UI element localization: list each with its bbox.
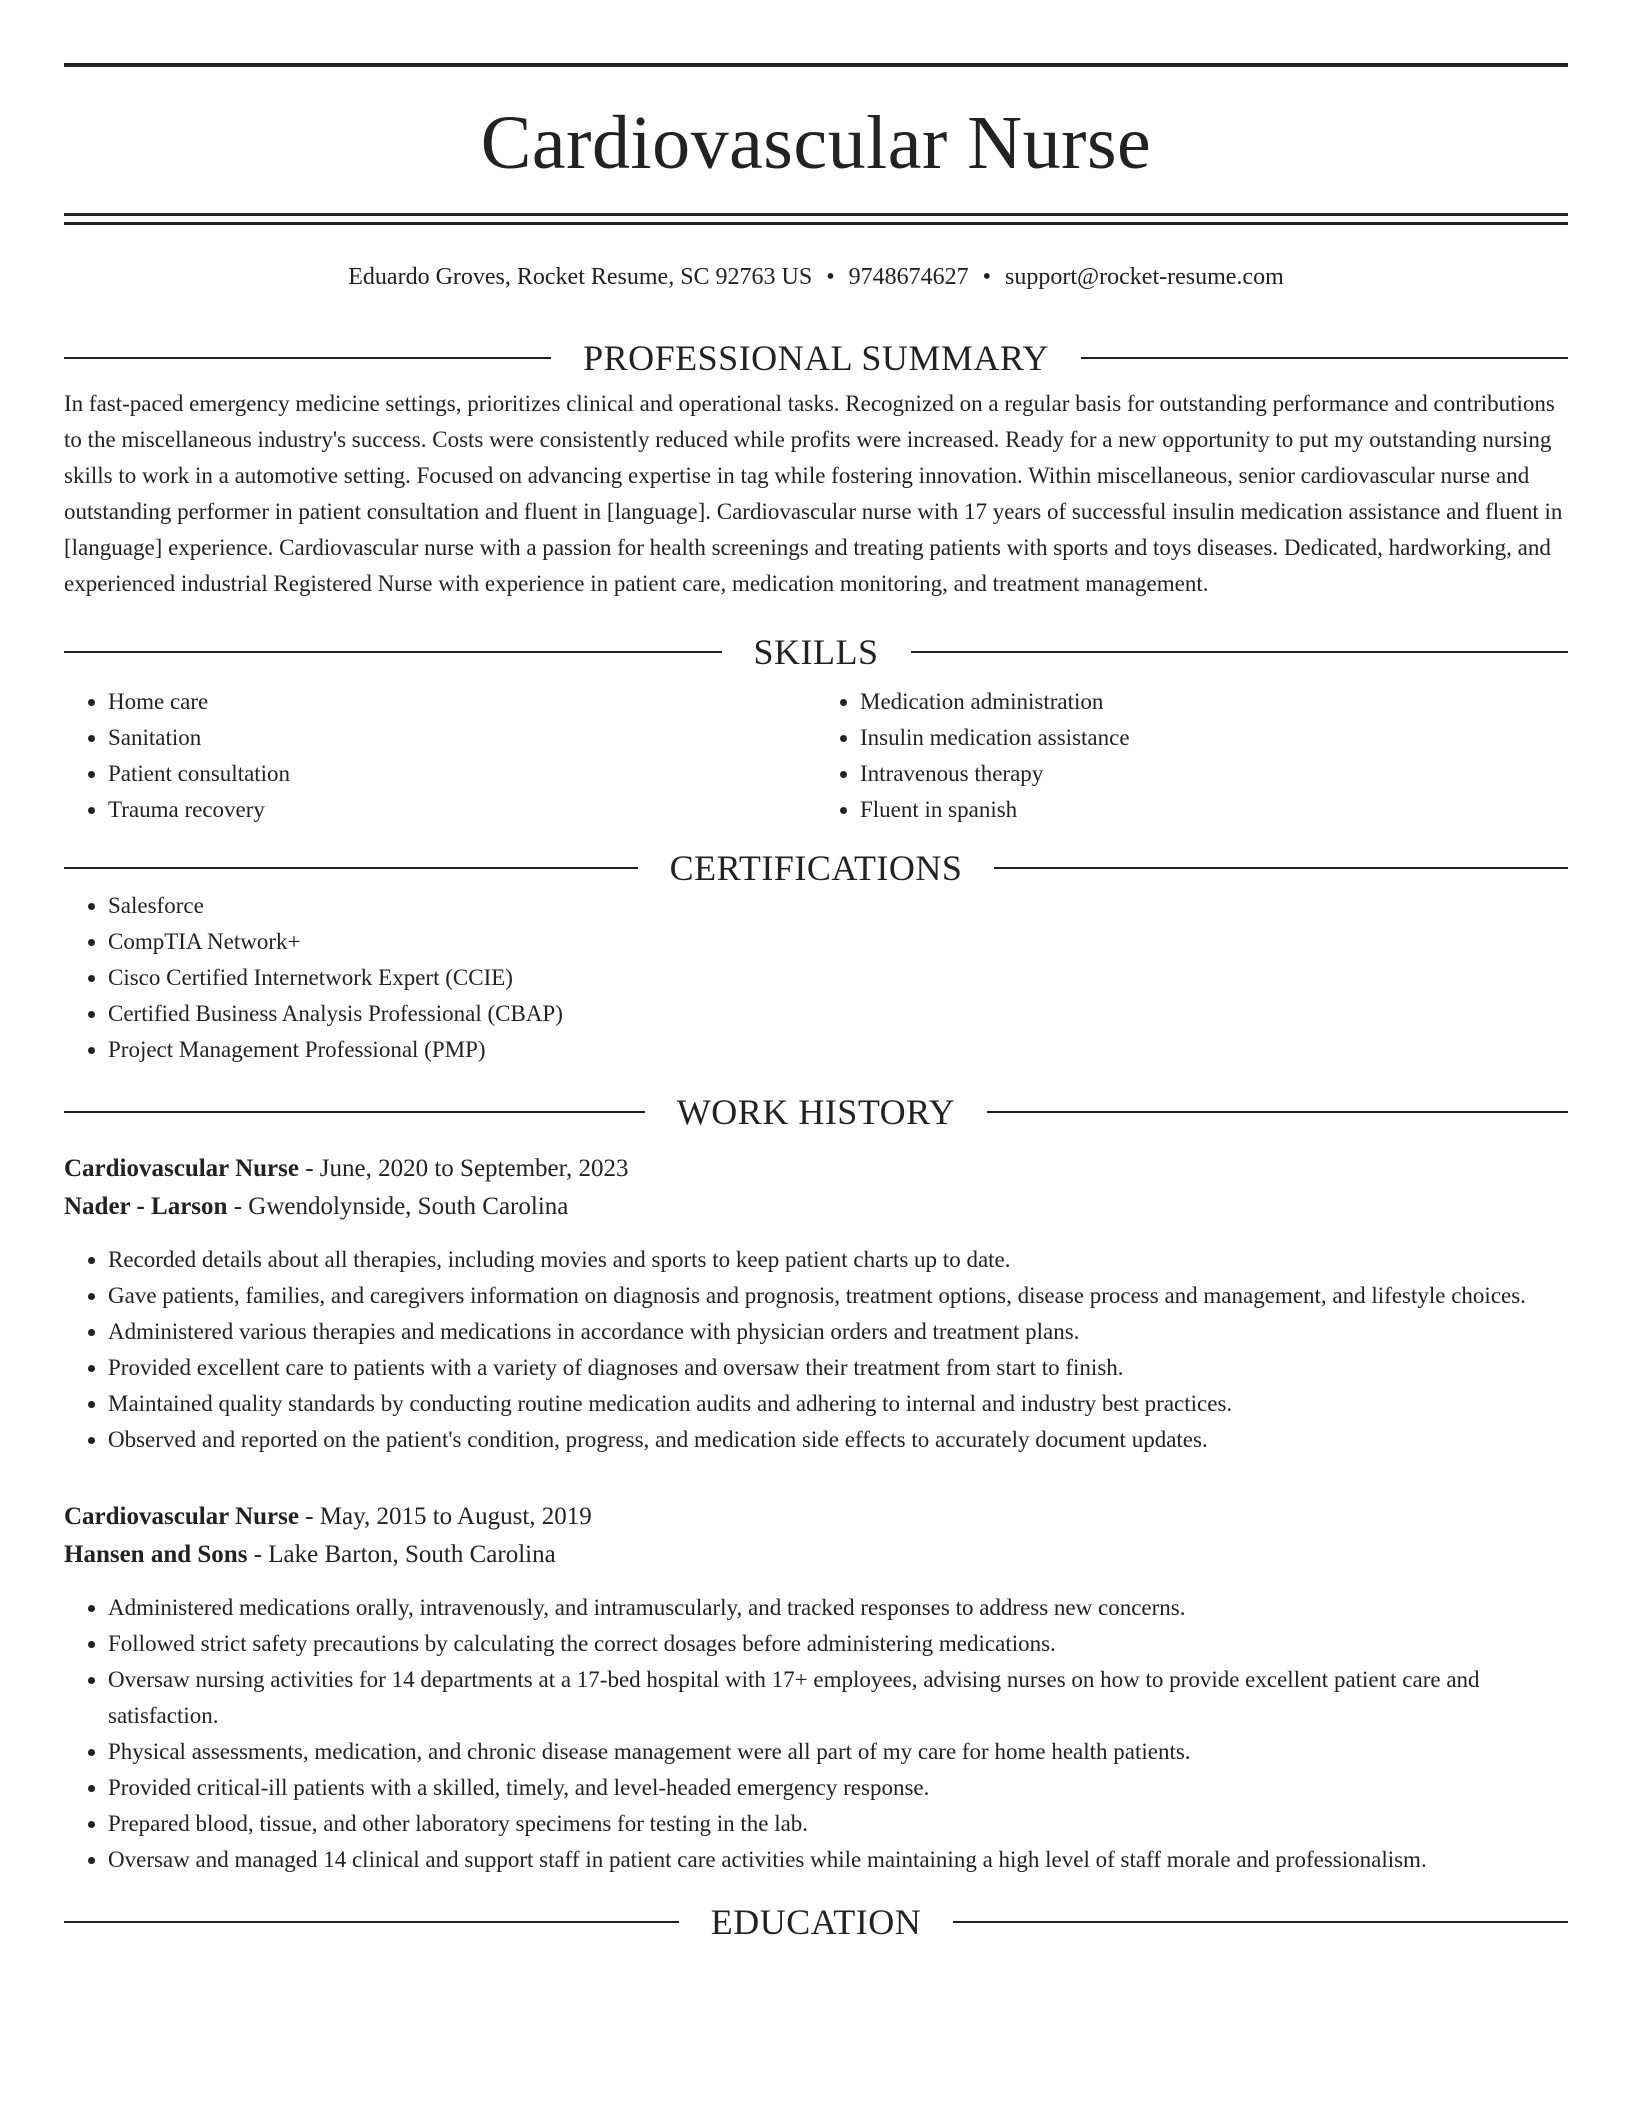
- job-bullets: [64, 1242, 1568, 1458]
- divider-line: [994, 867, 1568, 869]
- job-role: Cardiovascular Nurse: [64, 1503, 299, 1530]
- skill-item: • Patient consultation: [108, 756, 816, 792]
- job-bullet: • Administered medications orally, intravenously, and intramuscularly, and tracked responses to address new concerns.: [108, 1590, 1568, 1626]
- job-company: Hansen and Sons: [64, 1541, 248, 1568]
- job-company: Nader - Larson: [64, 1193, 228, 1220]
- job-bullets: [64, 1590, 1568, 1878]
- contact-address: Eduardo Groves, Rocket Resume, SC 92763 US: [348, 264, 813, 290]
- skill-item: • Medication administration: [860, 684, 1568, 720]
- skill-item: • Sanitation: [108, 720, 816, 756]
- job-company-line: [64, 1536, 1568, 1574]
- resume-title: Cardiovascular Nurse: [480, 101, 1152, 185]
- job-bullet: • Physical assessments, medication, and chronic disease management were all part of my care for home health patients.: [108, 1734, 1568, 1770]
- job-dates: - May, 2015 to August, 2019: [298, 1503, 592, 1530]
- divider-line: [64, 1921, 679, 1923]
- job-bullet: • Administered various therapies and medications in accordance with physician orders and treatment plans.: [108, 1314, 1568, 1350]
- job-dates: - June, 2020 to September, 2023: [298, 1155, 629, 1182]
- top-rule: [64, 63, 1568, 67]
- section-header-work: [64, 1092, 1568, 1132]
- divider-line: [911, 651, 1569, 653]
- divider-line: [953, 1921, 1568, 1923]
- skills-list-right: [816, 684, 1568, 828]
- section-header-skills: [64, 632, 1568, 672]
- contact-line: [64, 260, 1568, 294]
- divider-line: [1081, 357, 1568, 359]
- section-title: PROFESSIONAL SUMMARY: [583, 338, 1049, 378]
- job-bullet: • Oversaw nursing activities for 14 departments at a 17-bed hospital with 17+ employees, advising nurses on how to provide excellent patient care and satisfaction.: [108, 1662, 1568, 1734]
- section-header-certifications: [64, 848, 1568, 888]
- divider-line: [64, 651, 722, 653]
- contact-phone: 9748674627: [848, 264, 969, 290]
- certification-item: • Salesforce: [108, 888, 1568, 924]
- section-title: WORK HISTORY: [676, 1092, 956, 1132]
- job-bullet: • Provided critical-ill patients with a skilled, timely, and level-headed emergency response.: [108, 1770, 1568, 1806]
- contact-email: support@rocket-resume.com: [1005, 264, 1284, 290]
- skill-item: • Fluent in spanish: [860, 792, 1568, 828]
- job-role-line: [64, 1150, 1568, 1188]
- job-entry: [64, 1150, 1568, 1458]
- job-bullet: • Prepared blood, tissue, and other laboratory specimens for testing in the lab.: [108, 1806, 1568, 1842]
- job-bullet: • Provided excellent care to patients with a variety of diagnoses and oversaw their treatment from start to finish.: [108, 1350, 1568, 1386]
- title-double-rule: [64, 213, 1568, 225]
- certification-item: • CompTIA Network+: [108, 924, 1568, 960]
- skill-item: • Insulin medication assistance: [860, 720, 1568, 756]
- job-bullet: • Gave patients, families, and caregivers information on diagnosis and prognosis, treatment options, disease process and management, and lifestyle choices.: [108, 1278, 1568, 1314]
- section-title: CERTIFICATIONS: [669, 848, 963, 888]
- skill-item: • Home care: [108, 684, 816, 720]
- section-header-summary: [64, 338, 1568, 378]
- job-location: - Gwendolynside, South Carolina: [227, 1193, 569, 1220]
- skills-list-left: [64, 684, 816, 828]
- contact-separator: •: [982, 264, 992, 290]
- job-entry: [64, 1498, 1568, 1878]
- job-bullet: • Maintained quality standards by conducting routine medication audits and adhering to internal and industry best practices.: [108, 1386, 1568, 1422]
- job-role: Cardiovascular Nurse: [64, 1155, 299, 1182]
- skills-grid: [64, 684, 1568, 828]
- job-bullet: • Followed strict safety precautions by calculating the correct dosages before administering medications.: [108, 1626, 1568, 1662]
- job-bullet: • Oversaw and managed 14 clinical and support staff in patient care activities while maintaining a high level of staff morale and professionalism.: [108, 1842, 1568, 1878]
- job-bullet: • Observed and reported on the patient's condition, progress, and medication side effects to accurately document updates.: [108, 1422, 1568, 1458]
- divider-line: [987, 1111, 1568, 1113]
- certification-item: • Certified Business Analysis Professional (CBAP): [108, 996, 1568, 1032]
- summary-paragraph: In fast-paced emergency medicine settings, prioritizes clinical and operational tasks. Recognized on a regular basis for outstanding performance and contributions to the miscellaneous industry's success. Costs were consistently reduced while profits were increased. Ready for a new opportunity to put my outstanding nursing skills to work in a automotive setting. Focused on advancing expertise in tag while fostering innovation. Within miscellaneous, senior cardiovascular nurse and outstanding performer in patient consultation and fluent in [language]. Cardiovascular nurse with 17 years of successful insulin medication assistance and fluent in [language] experience. Cardiovascular nurse with a passion for health screenings and treating patients with sports and toys diseases. Dedicated, hardworking, and experienced industrial Registered Nurse with experience in patient care, medication monitoring, and treatment management.: [64, 391, 1563, 596]
- divider-line: [64, 867, 638, 869]
- section-header-education: [64, 1902, 1568, 1942]
- job-role-line: [64, 1498, 1568, 1536]
- certification-item: • Project Management Professional (PMP): [108, 1032, 1568, 1068]
- job-bullet: • Recorded details about all therapies, including movies and sports to keep patient charts up to date.: [108, 1242, 1568, 1278]
- certification-item: • Cisco Certified Internetwork Expert (CCIE): [108, 960, 1568, 996]
- skill-item: • Intravenous therapy: [860, 756, 1568, 792]
- job-company-line: [64, 1188, 1568, 1226]
- section-title: SKILLS: [753, 632, 879, 672]
- job-location: - Lake Barton, South Carolina: [247, 1541, 556, 1568]
- contact-separator: •: [826, 264, 835, 290]
- divider-line: [64, 1111, 645, 1113]
- divider-line: [64, 357, 551, 359]
- section-title: EDUCATION: [710, 1902, 922, 1942]
- certifications-list: [64, 888, 1568, 1068]
- skill-item: • Trauma recovery: [108, 792, 816, 828]
